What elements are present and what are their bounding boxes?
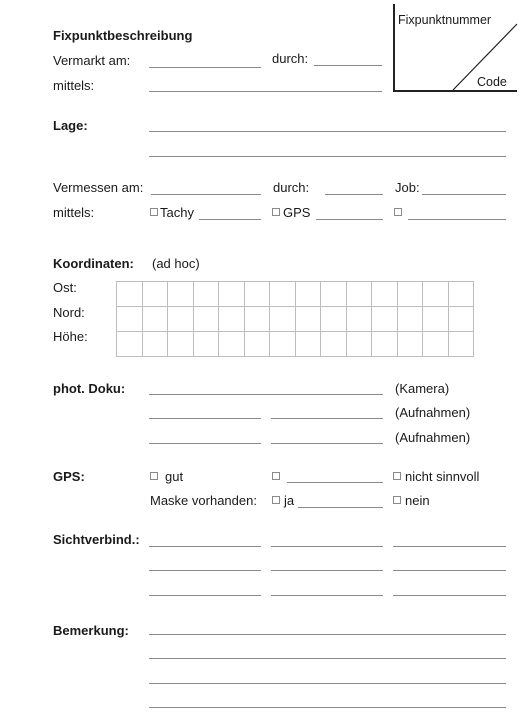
coordinate-digit-cell[interactable] <box>448 307 474 332</box>
coordinate-digit-cell[interactable] <box>321 282 347 307</box>
coordinate-digit-cell[interactable] <box>193 282 219 307</box>
maske-label: Maske vorhanden: <box>150 493 257 508</box>
tachy-checkbox[interactable] <box>150 208 158 216</box>
coordinate-digit-cell[interactable] <box>244 332 270 357</box>
bemerkung-field-2[interactable] <box>149 658 506 659</box>
coordinate-digit-cell[interactable] <box>346 307 372 332</box>
coordinate-digit-cell[interactable] <box>372 332 398 357</box>
sicht-field-1c[interactable] <box>393 546 506 547</box>
vermarkt-label: Vermarkt am: <box>53 53 131 68</box>
coordinate-grid-row <box>117 282 474 307</box>
aufnahmen-field-2b[interactable] <box>271 443 383 444</box>
bemerkung-field-3[interactable] <box>149 683 506 684</box>
ost-label: Ost: <box>53 280 77 295</box>
job-field[interactable] <box>422 194 506 195</box>
lage-field-1[interactable] <box>149 131 506 132</box>
form-title: Fixpunktbeschreibung <box>53 28 193 43</box>
vermarkt-mittels-label: mittels: <box>53 78 95 93</box>
coordinate-digit-cell[interactable] <box>219 307 245 332</box>
vermessen-durch-label: durch: <box>273 180 310 195</box>
coordinate-digit-cell[interactable] <box>193 307 219 332</box>
gps-method-label: GPS <box>283 205 311 220</box>
photo-doku-label: phot. Doku: <box>53 381 126 396</box>
sicht-field-2b[interactable] <box>271 570 383 571</box>
coordinate-digit-cell[interactable] <box>142 332 168 357</box>
coordinate-digit-cell[interactable] <box>117 307 143 332</box>
vermessen-durch-field[interactable] <box>325 194 383 195</box>
sicht-field-3a[interactable] <box>149 595 261 596</box>
tachy-field[interactable] <box>199 219 261 220</box>
gps-gut-checkbox[interactable] <box>150 472 158 480</box>
coordinate-digit-cell[interactable] <box>270 332 296 357</box>
fixpunktnummer-label: Fixpunktnummer <box>398 13 492 27</box>
coordinate-digit-cell[interactable] <box>142 307 168 332</box>
coordinate-digit-cell[interactable] <box>117 332 143 357</box>
coordinate-digit-cell[interactable] <box>423 307 449 332</box>
vermessen-label: Vermessen am: <box>53 180 144 195</box>
maske-ja-checkbox[interactable] <box>272 496 280 504</box>
code-label: Code <box>477 75 507 89</box>
koordinaten-note: (ad hoc) <box>152 256 200 271</box>
coordinate-digit-cell[interactable] <box>193 332 219 357</box>
coordinate-digit-cell[interactable] <box>423 332 449 357</box>
coordinate-digit-cell[interactable] <box>321 332 347 357</box>
nord-label: Nord: <box>53 305 85 320</box>
bemerkung-field-4[interactable] <box>149 707 506 708</box>
vermarkt-mittels-field[interactable] <box>149 91 382 92</box>
coordinate-digit-cell[interactable] <box>397 332 423 357</box>
coordinate-digit-cell[interactable] <box>423 282 449 307</box>
gps-method-checkbox[interactable] <box>272 208 280 216</box>
vermarkt-durch-label: durch: <box>272 51 309 66</box>
coordinate-digit-cell[interactable] <box>270 307 296 332</box>
job-label: Job: <box>395 180 420 195</box>
coordinate-digit-cell[interactable] <box>168 307 194 332</box>
sicht-field-1a[interactable] <box>149 546 261 547</box>
maske-nein-checkbox[interactable] <box>393 496 401 504</box>
hoehe-label: Höhe: <box>53 329 88 344</box>
lage-label: Lage: <box>53 118 88 133</box>
vermarkt-durch-field[interactable] <box>314 65 382 66</box>
maske-ja-field[interactable] <box>298 507 383 508</box>
coordinate-digit-cell[interactable] <box>397 307 423 332</box>
coordinate-digit-cell[interactable] <box>270 282 296 307</box>
coordinate-digit-cell[interactable] <box>346 332 372 357</box>
coordinate-grid-row <box>117 307 474 332</box>
coordinate-digit-cell[interactable] <box>295 282 321 307</box>
coordinate-digit-cell[interactable] <box>346 282 372 307</box>
coordinate-digit-cell[interactable] <box>168 332 194 357</box>
koordinaten-label: Koordinaten: <box>53 256 134 271</box>
coordinate-digit-cell[interactable] <box>295 332 321 357</box>
coordinate-digit-cell[interactable] <box>117 282 143 307</box>
tachy-label: Tachy <box>160 205 194 220</box>
aufnahmen-field-1a[interactable] <box>149 418 261 419</box>
sicht-field-3c[interactable] <box>393 595 506 596</box>
sicht-field-1b[interactable] <box>271 546 383 547</box>
sicht-field-2a[interactable] <box>149 570 261 571</box>
other-method-field[interactable] <box>408 219 506 220</box>
maske-ja-label: ja <box>284 493 295 508</box>
maske-nein-label: nein <box>405 493 430 508</box>
coordinate-digit-cell[interactable] <box>321 307 347 332</box>
coordinate-digit-cell[interactable] <box>142 282 168 307</box>
gps-other-field[interactable] <box>287 482 383 483</box>
fixpunkt-code-box[interactable] <box>393 4 517 92</box>
coordinate-digit-cell[interactable] <box>372 282 398 307</box>
kamera-field[interactable] <box>149 394 383 395</box>
coordinate-digit-cell[interactable] <box>397 282 423 307</box>
vermessen-date-field[interactable] <box>151 194 261 195</box>
coordinate-grid-row <box>117 332 474 357</box>
coordinate-digit-cell[interactable] <box>244 307 270 332</box>
aufnahmen-field-1b[interactable] <box>271 418 383 419</box>
coordinate-digit-cell[interactable] <box>244 282 270 307</box>
gps-method-field[interactable] <box>316 219 383 220</box>
coordinate-digit-cell[interactable] <box>168 282 194 307</box>
vermessen-mittels-label: mittels: <box>53 205 95 220</box>
aufnahmen-label-1: (Aufnahmen) <box>395 405 471 420</box>
coordinate-digit-cell[interactable] <box>295 307 321 332</box>
kamera-label: (Kamera) <box>395 381 450 396</box>
aufnahmen-label-2: (Aufnahmen) <box>395 430 471 445</box>
bemerkung-field-1[interactable] <box>149 634 506 635</box>
gps-nicht-sinnvoll-checkbox[interactable] <box>393 472 401 480</box>
coordinate-digit-cell[interactable] <box>219 332 245 357</box>
coordinate-grid <box>116 281 474 357</box>
coordinate-digit-cell[interactable] <box>448 282 474 307</box>
coordinate-digit-cell[interactable] <box>219 282 245 307</box>
gps-gut-label: gut <box>165 469 184 484</box>
coordinate-digit-cell[interactable] <box>448 332 474 357</box>
gps-nicht-sinnvoll-label: nicht sinnvoll <box>405 469 480 484</box>
aufnahmen-field-2a[interactable] <box>149 443 261 444</box>
sichtverbindung-label: Sichtverbind.: <box>53 532 140 547</box>
gps-label: GPS: <box>53 469 85 484</box>
gps-other-checkbox[interactable] <box>272 472 280 480</box>
lage-field-2[interactable] <box>149 156 506 157</box>
bemerkung-label: Bemerkung: <box>53 623 129 638</box>
coordinate-digit-cell[interactable] <box>372 307 398 332</box>
sicht-field-2c[interactable] <box>393 570 506 571</box>
sicht-field-3b[interactable] <box>271 595 383 596</box>
vermarkt-date-field[interactable] <box>149 67 261 68</box>
other-method-checkbox[interactable] <box>394 208 402 216</box>
